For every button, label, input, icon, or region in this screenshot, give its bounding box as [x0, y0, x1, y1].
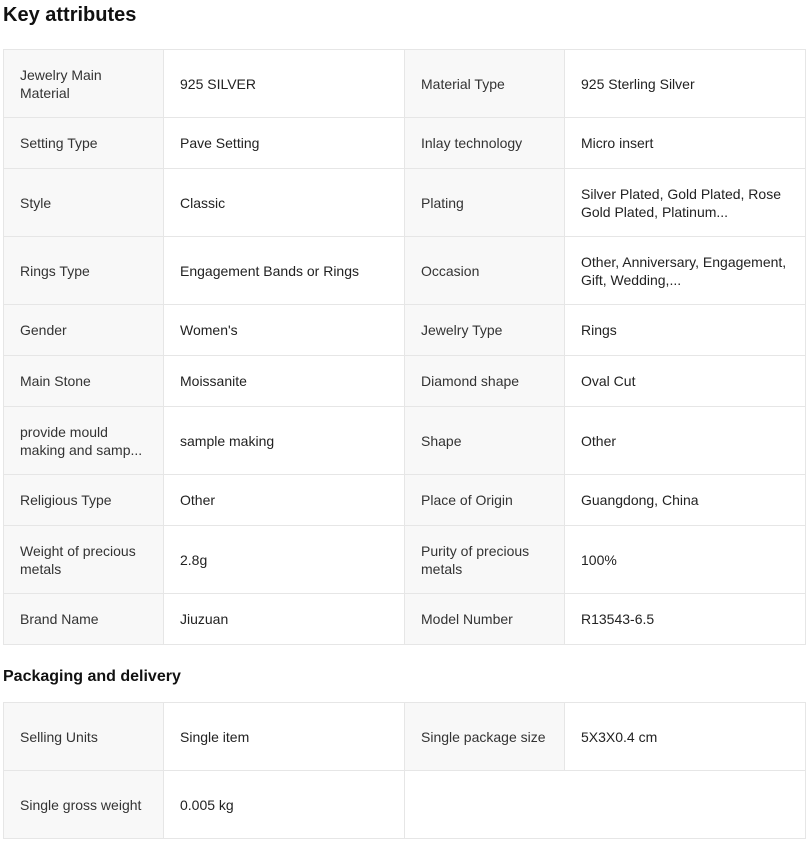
- attribute-value: [164, 475, 405, 526]
- attribute-key-text: Religious Type: [20, 492, 112, 508]
- attribute-value-text: Single item: [180, 728, 250, 745]
- attribute-row: [4, 407, 806, 475]
- attribute-key: [4, 526, 164, 594]
- attribute-value-text: 925 SILVER: [180, 75, 257, 92]
- attribute-key: [405, 118, 565, 169]
- attribute-key: [405, 169, 565, 237]
- attribute-key-text: Rings Type: [20, 262, 90, 279]
- attribute-value-text: Pave Setting: [180, 135, 260, 151]
- attribute-value-text: Women's: [180, 322, 238, 338]
- attribute-key: [405, 703, 565, 771]
- attribute-value: [164, 169, 405, 237]
- attribute-value-text: Moissanite: [180, 373, 247, 389]
- attribute-value: [164, 526, 405, 594]
- attribute-row: [4, 594, 806, 645]
- attribute-key: [405, 356, 565, 407]
- attribute-value: [164, 305, 405, 356]
- attribute-value: [164, 50, 405, 118]
- attribute-key-text: Purity of precious metals: [421, 542, 530, 577]
- attribute-row: [4, 169, 806, 237]
- attribute-key: [4, 703, 164, 771]
- attribute-key-text: Place of Origin: [421, 492, 513, 508]
- attribute-key-text: Brand Name: [20, 611, 99, 627]
- attribute-key: [405, 407, 565, 475]
- attribute-key: [405, 475, 565, 526]
- attribute-key: [4, 169, 164, 237]
- attribute-key-text: Material Type: [421, 75, 505, 92]
- attribute-row: [4, 305, 806, 356]
- attribute-row: [4, 475, 806, 526]
- attribute-value-text: 925 Sterling Silver: [581, 75, 695, 92]
- attribute-key-text: Single package size: [421, 728, 546, 745]
- attribute-value-text: Other, Anniversary, Engagement, Gift, Wedding,...: [581, 253, 787, 288]
- attribute-value-text: Classic: [180, 194, 226, 211]
- attribute-key-text: Shape: [421, 432, 462, 449]
- attribute-value: [164, 118, 405, 169]
- attribute-value: [164, 771, 405, 839]
- attribute-value: [565, 237, 806, 305]
- attribute-key: [4, 594, 164, 645]
- attribute-key-text: Model Number: [421, 611, 513, 627]
- attribute-key-text: Style: [20, 194, 52, 211]
- attribute-key-text: Inlay technology: [421, 135, 523, 151]
- key-attributes-table: [3, 49, 806, 645]
- attribute-value-text: Silver Plated, Gold Plated, Rose Gold Plated, Platinum...: [581, 185, 781, 220]
- attribute-key-text: Occasion: [421, 262, 480, 279]
- attribute-key-text: Diamond shape: [421, 373, 520, 389]
- attribute-key-text: Weight of precious metals: [20, 542, 136, 577]
- attribute-key: [4, 118, 164, 169]
- attribute-key: [4, 771, 164, 839]
- attribute-value-text: 100%: [581, 551, 617, 568]
- attribute-value-text: 5X3X0.4 cm: [581, 728, 658, 745]
- empty-cell: [405, 771, 565, 839]
- attribute-key-text: provide mould making and samp...: [20, 423, 143, 458]
- attribute-row: [4, 118, 806, 169]
- empty-cell: [565, 771, 806, 839]
- attribute-key: [4, 237, 164, 305]
- attribute-key-text: Gender: [20, 322, 67, 338]
- attribute-key-text: Jewelry Type: [421, 322, 503, 338]
- attribute-key: [405, 526, 565, 594]
- packaging-delivery-title: Packaging and delivery: [3, 668, 181, 685]
- attribute-value-text: 2.8g: [180, 551, 208, 568]
- attribute-row: [4, 526, 806, 594]
- attribute-key: [4, 356, 164, 407]
- attribute-value: [565, 475, 806, 526]
- attribute-value: [164, 356, 405, 407]
- attribute-value: [565, 356, 806, 407]
- attribute-value-text: Guangdong, China: [581, 492, 699, 508]
- attribute-row: [4, 356, 806, 407]
- attribute-key-text: Single gross weight: [20, 796, 142, 813]
- attribute-value-text: sample making: [180, 432, 275, 449]
- attribute-value-text: Micro insert: [581, 135, 654, 151]
- key-attributes-title: Key attributes: [3, 4, 137, 26]
- attribute-key-text: Plating: [421, 194, 464, 211]
- attribute-value-text: 0.005 kg: [180, 796, 234, 813]
- attribute-key: [4, 50, 164, 118]
- attribute-value-text: Engagement Bands or Rings: [180, 262, 359, 279]
- attribute-row: [4, 237, 806, 305]
- attribute-value: [565, 50, 806, 118]
- attribute-value-text: Jiuzuan: [180, 611, 229, 627]
- attribute-key-text: Main Stone: [20, 373, 91, 389]
- attribute-key: [405, 50, 565, 118]
- attribute-value: [565, 169, 806, 237]
- attribute-key: [4, 475, 164, 526]
- attribute-value: [164, 594, 405, 645]
- attribute-value-text: Other: [180, 492, 216, 508]
- attribute-value: [565, 594, 806, 645]
- packaging-delivery-table: [3, 702, 806, 839]
- attribute-value: [565, 407, 806, 475]
- attribute-key: [405, 594, 565, 645]
- attribute-value: [565, 703, 806, 771]
- attribute-value-text: R13543-6.5: [581, 611, 655, 627]
- attribute-value-text: Rings: [581, 322, 617, 338]
- attribute-key-text: Selling Units: [20, 728, 98, 745]
- attribute-value-text: Other: [581, 432, 617, 449]
- attribute-row: [4, 50, 806, 118]
- attribute-key: [4, 407, 164, 475]
- attribute-value: [164, 237, 405, 305]
- attribute-value: [164, 703, 405, 771]
- attribute-value: [164, 407, 405, 475]
- attribute-value: [565, 526, 806, 594]
- attribute-key-text: Jewelry Main Material: [20, 66, 102, 101]
- attribute-value-text: Oval Cut: [581, 373, 636, 389]
- attribute-row: [4, 771, 806, 839]
- attribute-key: [4, 305, 164, 356]
- attribute-key-text: Setting Type: [20, 135, 98, 151]
- attribute-key: [405, 305, 565, 356]
- attribute-value: [565, 118, 806, 169]
- attribute-value: [565, 305, 806, 356]
- attribute-row: [4, 703, 806, 771]
- attribute-key: [405, 237, 565, 305]
